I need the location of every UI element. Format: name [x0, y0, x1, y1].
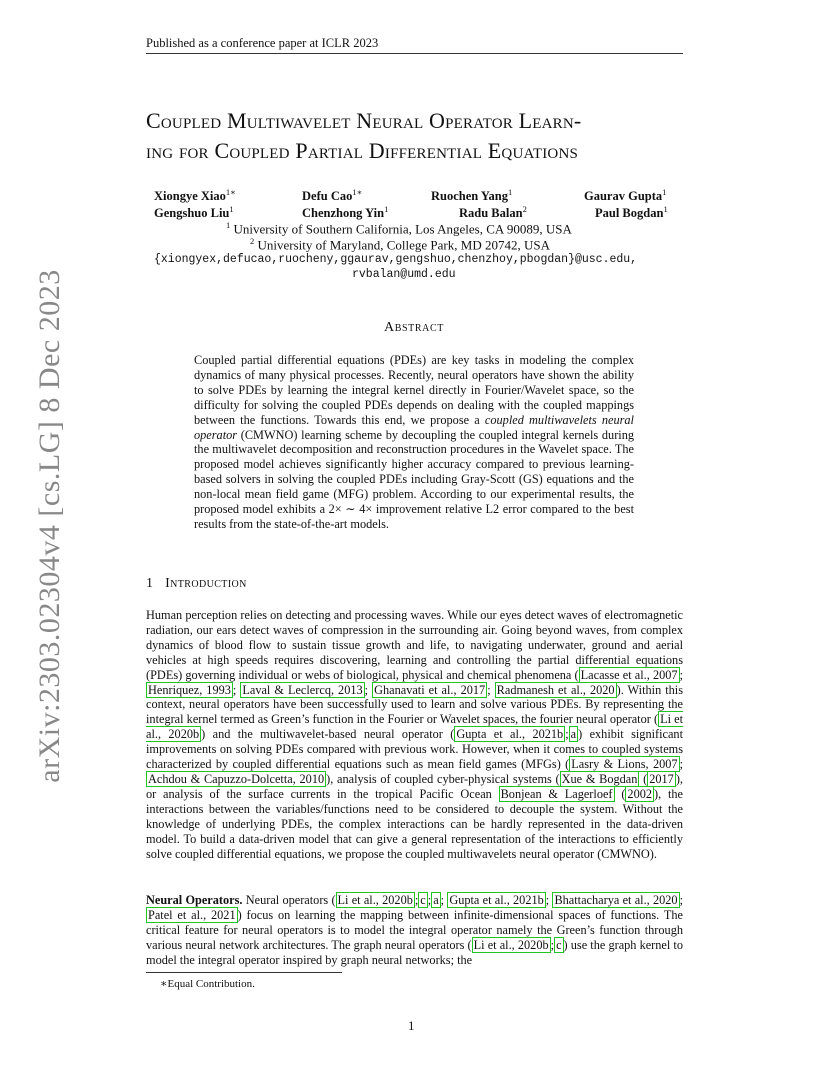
author-sup: 1: [662, 187, 667, 197]
text-run: ;: [679, 757, 683, 772]
text-run: ) focus on learning the mapping between infinite-dimensional spaces of functions. The critical feature for neural operators is to model the integral operator namely the Green’s function through various neural network architectures. The graph neural operators (: [146, 907, 683, 952]
citation-link[interactable]: Bhattacharya et al., 2020: [554, 893, 678, 907]
paragraph-heading: Neural Operators.: [146, 893, 243, 907]
author: [154, 204, 234, 221]
citation-link[interactable]: Gupta et al., 2021b: [456, 727, 564, 742]
email-line-1: {xiongyex,defucao,ruocheny,ggaurav,gengshuo,chenzhoy,pbogdan}@usc.edu,: [154, 253, 638, 266]
title-line-1: Coupled Multiwavelet Neural Operator Learn-: [146, 108, 582, 133]
author-name: Xiongye Xiao: [154, 189, 226, 204]
text-run: ;: [545, 893, 553, 907]
text-run: Human perception relies on detecting and processing waves. While our eyes detect waves of electromagnetic radiation, our ears detect waves of compression in the surrounding air. Going beyond waves, from complex dynamics of blood flow to sustain tissue growth and life, to navigating underwater, ground and aerial vehicles at high speeds requires discovering, learning and controlling the partial differential equations (PDEs) governing individual or webs of biological, physical and chemical phenomena (: [146, 608, 683, 682]
abstract-text: [194, 353, 634, 532]
text-run: ;: [414, 893, 419, 907]
running-header: Published as a conference paper at ICLR 2023: [146, 36, 379, 50]
author-name: Radu Balan: [459, 206, 523, 221]
citation-link[interactable]: Radmanesh et al., 2020: [496, 682, 615, 697]
section-number: 1: [146, 576, 154, 591]
affiliation: [250, 236, 550, 253]
text-run: ;: [427, 893, 432, 907]
text-run: ), the interactions between the variables/functions need to be considered to decouple the system. Without the knowledge of underlying PDEs, the complex interactions can be hardly represented in the data-driven model. To build a data-driven model that can give a general representation of the interactions to efficiently solve coupled differential equations, we propose the coupled multiwavelets neural operator (CMWNO).: [146, 786, 683, 861]
abstract-italic: coupled multiwavelets neural operator: [194, 412, 634, 442]
author-sup: 2: [522, 204, 527, 214]
author-name: Ruochen Yang: [431, 189, 508, 204]
paper-title: [146, 106, 691, 166]
citation-link[interactable]: Gupta et al., 2021b: [449, 893, 544, 907]
intro-paragraph: [146, 608, 683, 861]
author: [431, 187, 512, 204]
affiliation-text: University of Maryland, College Park, MD 20742, USA: [257, 237, 550, 253]
citation-link[interactable]: Patel et al., 2021: [148, 907, 236, 922]
text-run: ), or analysis of the surface currents in the tropical Pacific Ocean: [146, 771, 683, 801]
citation-link[interactable]: Ghanavati et al., 2017: [374, 682, 486, 697]
citation-link[interactable]: 2017: [649, 771, 674, 786]
text-run: (: [614, 786, 626, 801]
page-number: 1: [408, 1018, 415, 1033]
text-run: (: [639, 771, 648, 786]
author: [154, 187, 236, 204]
affiliation-text: University of Southern California, Los Angeles, CA 90089, USA: [233, 221, 572, 237]
citation-link[interactable]: Xue & Bogdan: [561, 771, 638, 786]
text-run: ;: [487, 682, 495, 697]
text-run: Neural operators (: [242, 893, 336, 907]
abstract-part: (CMWNO) learning scheme by decoupling the coupled integral kernels during the multiwavelet decomposition and reconstruction procedures in the Wavelet space. The proposed model achieves significantly higher accuracy compared to previous learning-based solvers in solving the coupled PDEs including Gray-Scott (GS) equations and the non-local mean field game (MFG) problem. According to our experimental results, the proposed model exhibits a 2× ∼ 4× improvement relative L2 error compared to the best results from the state-of-the-art models.: [194, 427, 634, 531]
citation-link[interactable]: Li et al., 2020b: [146, 712, 683, 742]
citation-link[interactable]: a: [570, 727, 577, 742]
arxiv-stamp: arXiv:2303.02304v4 [cs.LG] 8 Dec 2023: [33, 269, 66, 783]
citation-link[interactable]: Bonjean & Lagerloef: [500, 786, 613, 801]
author: [302, 187, 362, 204]
text-run: ;: [679, 893, 683, 907]
author: [302, 204, 388, 221]
citation-link[interactable]: c: [556, 937, 562, 952]
author-sup: 1: [663, 204, 668, 214]
text-run: ), analysis of coupled cyber-physical systems (: [326, 771, 560, 786]
citation-link[interactable]: Henriquez, 1993: [148, 682, 231, 697]
section-title: Introduction: [165, 576, 247, 591]
author-name: Gengshuo Liu: [154, 206, 230, 221]
neural-operators-paragraph: [146, 893, 683, 968]
abstract-heading: Abstract: [384, 320, 444, 335]
text-run: ;: [550, 937, 555, 952]
author-name: Defu Cao: [302, 189, 353, 204]
text-run: ). Within this context, neural operators have been successfully used to learn and solve various PDEs. By representing the integral kernel termed as Green’s function in the Fourier or Wavelet spaces, the fourier neural operator (: [146, 682, 684, 727]
text-run: ) exhibit significant improvements on solving PDEs compared with previous work. However, when it comes to coupled systems characterized by coupled differential equations such as mean field games (MFGs) (: [146, 727, 684, 772]
citation-link[interactable]: a: [433, 893, 439, 907]
author-sup: 1: [229, 204, 234, 214]
author-name: Chenzhong Yin: [302, 206, 385, 221]
affiliation-sup: 2: [250, 236, 255, 246]
footnote-rule: [146, 972, 342, 973]
citation-link[interactable]: Li et al., 2020b: [473, 937, 549, 952]
author: [459, 204, 527, 221]
author-sup: 1: [507, 187, 513, 197]
citation-link[interactable]: c: [420, 893, 426, 907]
citation-link[interactable]: Lasry & Lions, 2007: [571, 757, 678, 772]
citation-link[interactable]: Lacasse et al., 2007: [580, 667, 678, 682]
affiliation-sup: 1: [226, 220, 231, 230]
citation-link[interactable]: Achdou & Capuzzo-Dolcetta, 2010: [148, 771, 325, 786]
section-heading: [146, 576, 247, 592]
citation-link[interactable]: Laval & Leclercq, 2013: [242, 682, 363, 697]
text-run: ;: [679, 667, 683, 682]
author-name: Gaurav Gupta: [584, 189, 663, 204]
citation-link[interactable]: 2002: [627, 786, 653, 801]
text-run: ) use the graph kernel to model the integral operator inspired by graph neural networks; the: [146, 937, 684, 967]
author-sup: 1∗: [352, 187, 363, 197]
author-sup: 1∗: [225, 187, 236, 197]
author: [595, 204, 668, 221]
text-run: ;: [364, 682, 373, 697]
text-run: ;: [232, 682, 241, 697]
title-line-2: ing for Coupled Partial Differential Equations: [146, 138, 579, 163]
text-run: ) and the multiwavelet-based neural operator (: [201, 727, 455, 742]
footnote: ∗Equal Contribution.: [160, 978, 255, 990]
citation-link[interactable]: Li et al., 2020b: [337, 893, 413, 907]
email-line-2: rvbalan@umd.edu: [352, 268, 456, 281]
author-sup: 1: [384, 204, 389, 214]
text-run: ;: [440, 893, 448, 907]
affiliation: [226, 220, 572, 237]
text-run: ;: [565, 727, 569, 742]
header-rule: [146, 53, 683, 54]
author-name: Paul Bogdan: [595, 206, 664, 221]
author: [584, 187, 666, 204]
abstract-part: Coupled partial differential equations (PDEs) are key tasks in modeling the complex dynamics of many physical processes. Recently, neural operators have shown the ability to solve PDEs by learning the integral kernel directly in Fourier/Wavelet space, so the difficulty for solving the coupled PDEs depends on dealing with the coupled mappings between the functions. Towards this end, we propose a: [194, 353, 634, 427]
